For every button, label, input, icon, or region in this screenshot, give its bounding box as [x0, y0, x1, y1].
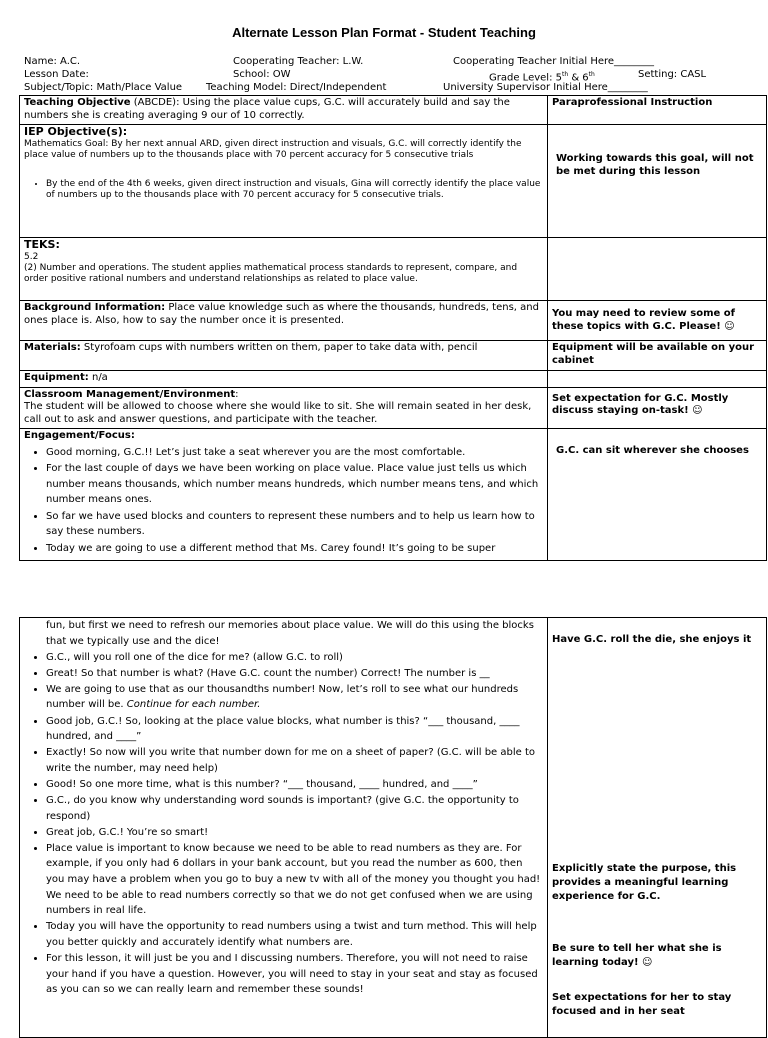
side-note-tell: Be sure to tell her what she is learning today! ☺ — [552, 943, 722, 968]
engagement-continued-side — [548, 618, 767, 1038]
iep-side-note: Working towards this goal, will not be met during this lesson — [548, 125, 767, 238]
engagement-item: • G.C., will you roll one of the dice for me? (allow G.C. to roll) — [46, 650, 543, 666]
engagement-item: • So far we have used blocks and counters to represent these numbers and to help us learn how to say these numbers. — [46, 509, 543, 540]
supervisor-initial: University Supervisor Initial Here________ — [443, 82, 648, 93]
teaching-objective-label: Teaching Objective — [24, 97, 131, 108]
teaching-objective-text: (ABCDE): Using the place value cups, G.C. will accurately build and say the numbers she is creating averaging 9 our of 10 correctly. — [24, 97, 510, 121]
teaching-model: Teaching Model: Direct/Independent — [206, 82, 387, 93]
lesson-date: Lesson Date: — [24, 69, 89, 80]
engagement-item: • G.C., do you know why understanding word sounds is important? (give G.C. the opportunity to respond) — [46, 793, 543, 824]
background-cell — [20, 301, 548, 341]
background-label: Background Information: — [24, 302, 166, 313]
engagement-continuation: fun, but first we need to refresh our memories about place value. We will do this using the blocks that we typically use and the dice! — [46, 620, 534, 647]
materials-side-note: Equipment will be available on your cabinet — [548, 341, 767, 371]
lesson-plan-table-1 — [19, 95, 767, 561]
teks-cell — [20, 238, 548, 301]
engagement-item: • Great job, G.C.! You’re so smart! — [46, 825, 543, 841]
engagement-item: • Good! So one more time, what is this number? “___ thousand, ____ hundred, and ____” — [46, 777, 543, 793]
engagement-item: • Great! So that number is what? (Have G.C. count the number) Correct! The number is __ — [46, 666, 543, 682]
engagement-item: • For the last couple of days we have been working on place value. Place value just tells us which number means thousands, which number means hundreds, which number means tens, and which number means ones. — [46, 461, 543, 508]
page-title: Alternate Lesson Plan Format - Student Teaching — [232, 25, 536, 40]
iep-label: IEP Objective(s): — [24, 125, 128, 138]
cooperating-teacher: Cooperating Teacher: L.W. — [233, 56, 364, 67]
engagement-continued-cell — [20, 618, 548, 1038]
engagement-side-note: G.C. can sit wherever she chooses — [548, 429, 767, 561]
classroom-text: The student will be allowed to choose where she would like to sit. She will remain seated in her desk, call out to ask and answer questions, and participate with the teacher. — [24, 401, 532, 425]
iep-objective-cell — [20, 125, 548, 238]
teaching-objective-cell — [20, 96, 548, 125]
engagement-cell — [20, 429, 548, 561]
engagement-label: Engagement/Focus: — [24, 430, 135, 441]
materials-label: Materials: — [24, 342, 81, 353]
equipment-label: Equipment: — [24, 372, 89, 383]
teks-code: 5.2 — [24, 251, 39, 262]
classroom-side-note: Set expectation for G.C. Mostly discuss staying on-task! ☺ — [548, 387, 767, 429]
teks-label: TEKS: — [24, 238, 60, 251]
equipment-side-empty — [548, 371, 767, 388]
iep-goal: Mathematics Goal: By her next annual ARD, given direct instruction and visuals, G.C. will correctly identify the place value of numbers up to the thousands place with 70 percent accuracy for 5 consecutive trials — [24, 138, 522, 160]
lesson-plan-table-2 — [19, 617, 767, 1038]
equipment-cell — [20, 371, 548, 388]
student-name: Name: A.C. — [24, 56, 81, 67]
engagement-italic-note: Continue for each number. — [126, 699, 261, 711]
engagement-item: • Good morning, G.C.!! Let’s just take a seat wherever you are the most comfortable. — [46, 445, 543, 461]
setting: Setting: CASL — [638, 69, 707, 80]
engagement-item: • Exactly! So now will you write that number down for me on a sheet of paper? (G.C. will be able to write the number, may need help) — [46, 745, 543, 776]
engagement-item: • For this lesson, it will just be you and I discussing numbers. Therefore, you will not need to raise your hand if you have a question. However, you will need to stay in your seat and stay as focused as you can so we can really learn and remember these sounds! — [46, 951, 543, 998]
background-text: Place value knowledge such as where the thousands, hundreds, tens, and ones place is. Also, how to say the number once it is presented. — [24, 302, 539, 326]
side-note-roll: Have G.C. roll the die, she enjoys it — [552, 634, 752, 645]
paraprofessional-header: Paraprofessional Instruction — [548, 96, 767, 125]
side-note-purpose: Explicitly state the purpose, this provides a meaningful learning experience for G.C. — [552, 863, 737, 902]
cooperating-teacher-initial: Cooperating Teacher Initial Here________ — [453, 56, 655, 67]
engagement-item: • We are going to use that as our thousandths number! Now, let’s roll to see what our hundreds number will be. Continue for each number. — [46, 682, 543, 713]
teks-text: (2) Number and operations. The student applies mathematical process standards to represent, compare, and order positive rational numbers and understand relationships as related to place value. — [24, 262, 518, 284]
engagement-item: • Place value is important to know because we need to be able to read numbers as they are. For example, if you only had 6 dollars in your bank account, but you read the number as 600, then you may have a problem when you go to buy a new tv with all of the money you thought you had! We need to be able to read numbers correctly so that we do not get confused when we are using numbers in real life. — [46, 841, 543, 919]
materials-cell — [20, 341, 548, 371]
classroom-label: Classroom Management/Environment — [24, 388, 236, 400]
iep-bullet: • By the end of the 4th 6 weeks, given direct instruction and visuals, Gina will correctly identify the place value of numbers up to the thousands place with 70 percent accuracy for 5 consecutive trials. — [46, 179, 543, 201]
grade-level: Grade Level: 5th & 6th — [489, 71, 595, 84]
materials-text: Styrofoam cups with numbers written on them, paper to take data with, pencil — [80, 342, 478, 353]
side-note-expectations: Set expectations for her to stay focused and in her seat — [552, 992, 732, 1017]
classroom-management-cell: Classroom Management/Environment: The student will be allowed to choose where she would like to sit. She will remain seated in her desk, call out to ask and answer questions, and participate with the teacher. — [20, 387, 548, 429]
background-side-note: You may need to review some of these topics with G.C. Please! ☺ — [548, 301, 767, 341]
engagement-item: • Good job, G.C.! So, looking at the place value blocks, what number is this? “___ thousand, ____ hundred, and ____” — [46, 714, 543, 745]
equipment-text: n/a — [88, 372, 108, 383]
engagement-item: • Today we are going to use a different method that Ms. Carey found! It’s going to be super — [46, 541, 543, 557]
school: School: OW — [233, 69, 291, 80]
teks-side-empty — [548, 238, 767, 301]
subject-topic: Subject/Topic: Math/Place Value — [24, 82, 183, 93]
engagement-item: • Today you will have the opportunity to read numbers using a twist and turn method. This will help you better quickly and accurately identify what numbers are. — [46, 919, 543, 950]
